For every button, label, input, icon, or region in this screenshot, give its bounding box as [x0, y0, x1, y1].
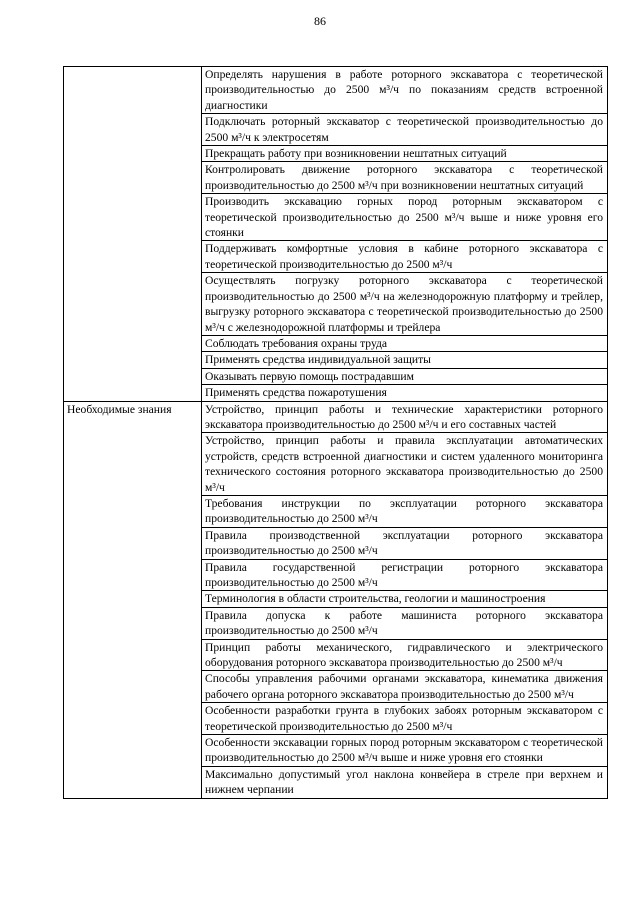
cell-text: Терминология в области строительства, геологии и машиностроения [205, 592, 546, 606]
cell-text: Устройство, принцип работы и правила эксплуатации автоматических устройств, средств встроенной диагностики и систем удаленного мониторинга технического состояния роторного экскаватора производительностью до 2500 м³/ч [205, 434, 603, 494]
table-cell [202, 162, 608, 194]
cell-text: Осуществлять погрузку роторного экскаватора с теоретической производительностью до 2500 м³/ч на железнодорожную платформу и трейлер, выгрузку роторного экскаватора с теоретической производительностью до 2500 м³/ч с железнодорожной платформы и трейлера [205, 274, 603, 334]
table-cell [202, 241, 608, 273]
table-body [64, 67, 608, 799]
table-cell [202, 368, 608, 384]
table-cell [202, 559, 608, 591]
table-cell [202, 671, 608, 703]
cell-text: Устройство, принцип работы и технические характеристики роторного экскаватора производительностью до 2500 м³/ч и его составных частей [205, 402, 603, 431]
table-cell [202, 67, 608, 114]
table-cell [202, 273, 608, 336]
table-cell [202, 527, 608, 559]
table-cell [202, 703, 608, 735]
skills-label-cell [64, 67, 202, 402]
table-cell [202, 401, 608, 433]
table-cell [202, 194, 608, 241]
cell-text: Правила производственной эксплуатации роторного экскаватора производительностью до 2500 м³/ч [205, 528, 603, 558]
table-cell [202, 433, 608, 496]
competency-table [63, 66, 608, 799]
cell-text: Подключать роторный экскаватор с теоретической производительностью до 2500 м³/ч к электросетям [205, 115, 603, 144]
cell-text: Определять нарушения в работе роторного экскаватора с теоретической производительностью до 2500 м³/ч по показаниям средств встроенной диагностики [205, 68, 603, 112]
table-cell [202, 591, 608, 607]
table-cell [202, 607, 608, 639]
table-cell [202, 385, 608, 401]
cell-text: Поддерживать комфортные условия в кабине роторного экскаватора с теоретической производительностью до 2500 м³/ч [205, 242, 603, 271]
cell-text: Прекращать работу при возникновении нештатных ситуаций [205, 147, 507, 161]
cell-text: Оказывать первую помощь пострадавшим [205, 369, 414, 383]
table-row [64, 67, 608, 114]
cell-text: Особенности разработки грунта в глубоких забоях роторным экскаватором с теоретической производительностью до 2500 м³/ч [205, 704, 603, 733]
cell-text: Применять средства пожаротушения [205, 386, 387, 400]
table-cell [202, 352, 608, 368]
table-cell [202, 495, 608, 527]
cell-text: Правила государственной регистрации роторного экскаватора производительностью до 2500 м³/ч [205, 560, 603, 589]
cell-text: Особенности экскавации горных пород роторным экскаватором с теоретической производительностью до 2500 м³/ч выше и ниже уровня его стоянки [205, 736, 603, 765]
cell-text: Применять средства индивидуальной защиты [205, 353, 431, 367]
cell-text: Правила допуска к работе машиниста роторного экскаватора производительностью до 2500 м³/ч [205, 608, 603, 638]
table-cell [202, 766, 608, 798]
cell-text: Контролировать движение роторного экскаватора с теоретической производительностью до 2500 м³/ч при возникновении нештатных ситуаций [205, 163, 603, 192]
cell-text: Способы управления рабочими органами экскаватора, кинематика движения рабочего органа роторного экскаватора производительностью до 2500 м³/ч [205, 672, 603, 701]
page-number: 86 [314, 14, 326, 28]
table-cell [202, 335, 608, 351]
table-cell [202, 114, 608, 146]
cell-text: Соблюдать требования охраны труда [205, 336, 388, 350]
cell-text: Производить экскавацию горных пород роторным экскаватором с теоретической производительностью до 2500 м³/ч выше и ниже уровня его стоянки [205, 195, 603, 240]
knowledge-label-cell [64, 401, 202, 798]
cell-text: Максимально допустимый угол наклона конвейера в стреле при верхнем и нижнем черпании [205, 767, 603, 797]
table-cell [202, 735, 608, 767]
table-row [64, 401, 608, 433]
knowledge-label: Необходимые знания [67, 402, 172, 416]
cell-text: Требования инструкции по эксплуатации роторного экскаватора производительностью до 2500 м³/ч [205, 496, 603, 526]
cell-text: Принцип работы механического, гидравлического и электрического оборудования роторного экскаватора производительностью до 2500 м³/ч [205, 640, 603, 670]
table-cell [202, 639, 608, 671]
table-cell [202, 146, 608, 162]
